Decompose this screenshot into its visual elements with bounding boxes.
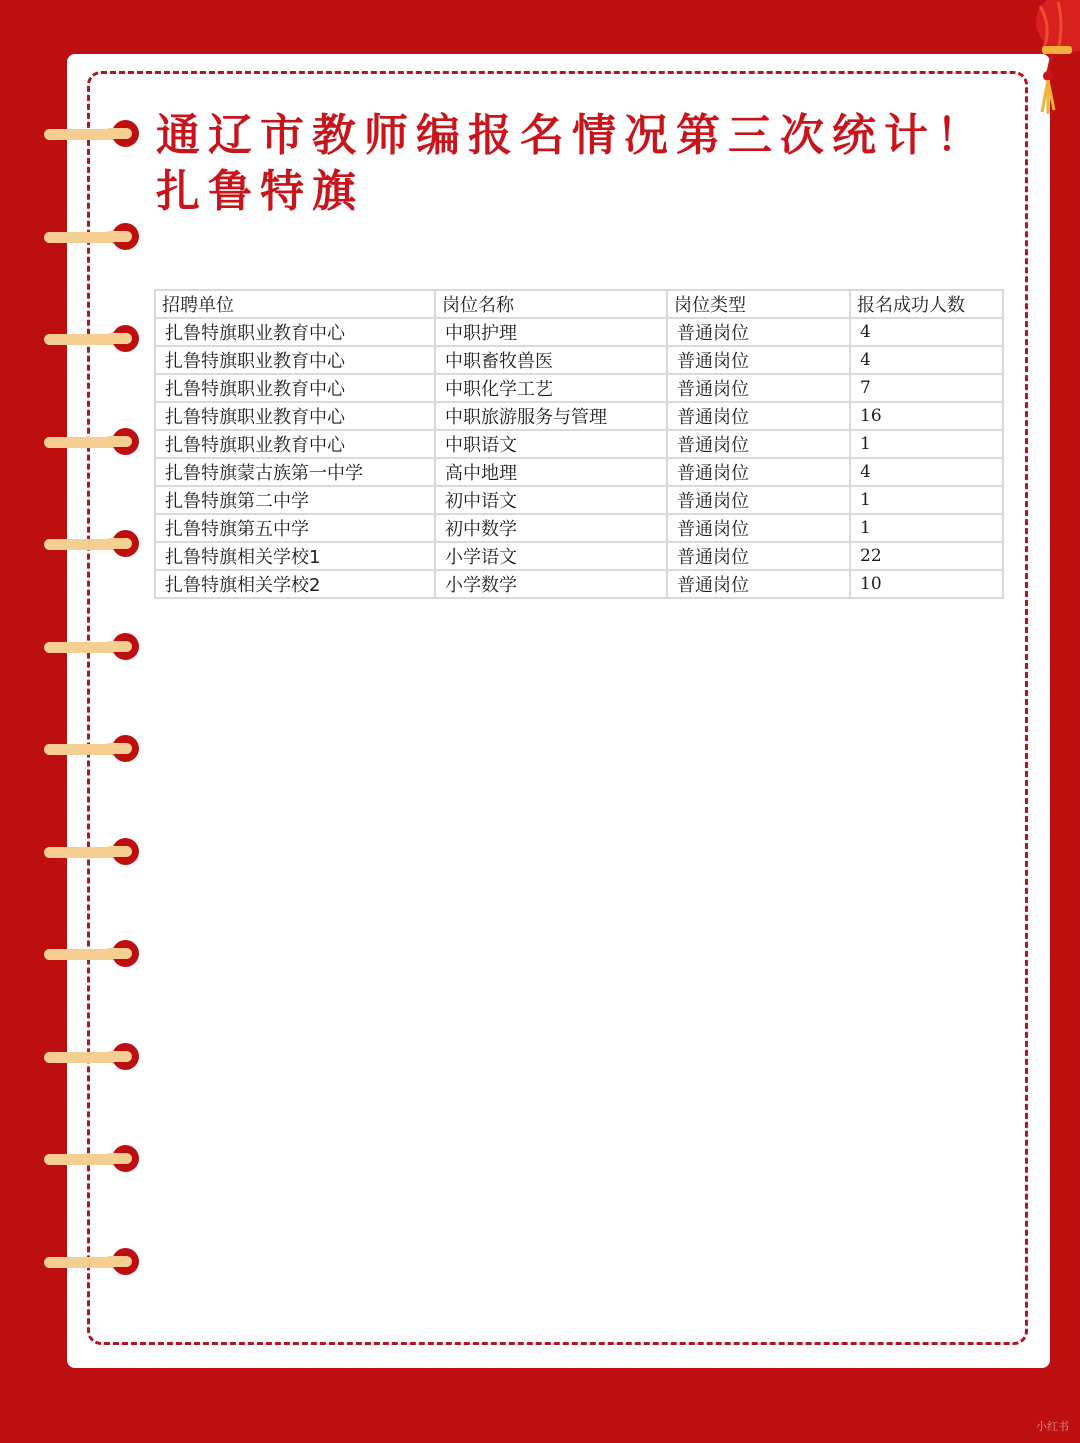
cell-type: 普通岗位 — [667, 402, 850, 430]
cell-position: 小学语文 — [435, 542, 667, 570]
binder-ring — [44, 325, 140, 355]
cell-position: 初中语文 — [435, 486, 667, 514]
cell-type: 普通岗位 — [667, 374, 850, 402]
binder-ring — [44, 838, 140, 868]
registration-table — [154, 289, 1004, 599]
cell-count: 16 — [850, 402, 1003, 430]
header-unit: 招聘单位 — [155, 290, 435, 318]
table-row — [155, 346, 1003, 374]
cell-count: 10 — [850, 570, 1003, 598]
cell-type: 普通岗位 — [667, 570, 850, 598]
cell-type: 普通岗位 — [667, 458, 850, 486]
table-row — [155, 570, 1003, 598]
cell-unit: 扎鲁特旗相关学校2 — [155, 570, 435, 598]
page-title — [156, 108, 1016, 220]
cell-count: 22 — [850, 542, 1003, 570]
binder-ring — [44, 1145, 140, 1175]
cell-position: 中职护理 — [435, 318, 667, 346]
table-row — [155, 542, 1003, 570]
binder-ring — [44, 223, 140, 253]
cell-type: 普通岗位 — [667, 486, 850, 514]
binder-ring — [44, 1043, 140, 1073]
table-body — [155, 318, 1003, 598]
cell-unit: 扎鲁特旗职业教育中心 — [155, 374, 435, 402]
binder-rings — [0, 0, 160, 1443]
binder-ring — [44, 735, 140, 765]
cell-count: 7 — [850, 374, 1003, 402]
cell-type: 普通岗位 — [667, 430, 850, 458]
cell-unit: 扎鲁特旗职业教育中心 — [155, 318, 435, 346]
cell-unit: 扎鲁特旗职业教育中心 — [155, 402, 435, 430]
notebook-page — [67, 54, 1050, 1368]
cell-type: 普通岗位 — [667, 346, 850, 374]
cell-position: 中职旅游服务与管理 — [435, 402, 667, 430]
table-row — [155, 514, 1003, 542]
binder-ring — [44, 940, 140, 970]
cell-position: 高中地理 — [435, 458, 667, 486]
cell-position: 初中数学 — [435, 514, 667, 542]
cell-type: 普通岗位 — [667, 514, 850, 542]
cell-position: 中职化学工艺 — [435, 374, 667, 402]
header-count: 报名成功人数 — [850, 290, 1003, 318]
cell-count: 4 — [850, 458, 1003, 486]
cell-unit: 扎鲁特旗职业教育中心 — [155, 346, 435, 374]
table-row — [155, 374, 1003, 402]
binder-ring — [44, 120, 140, 150]
table-row — [155, 458, 1003, 486]
binder-ring — [44, 1248, 140, 1278]
cell-position: 中职畜牧兽医 — [435, 346, 667, 374]
table-row — [155, 486, 1003, 514]
watermark: 小红书 — [1036, 1420, 1069, 1433]
cell-unit: 扎鲁特旗职业教育中心 — [155, 430, 435, 458]
cell-count: 4 — [850, 318, 1003, 346]
cell-unit: 扎鲁特旗第二中学 — [155, 486, 435, 514]
cell-position: 小学数学 — [435, 570, 667, 598]
cell-unit: 扎鲁特旗相关学校1 — [155, 542, 435, 570]
cell-type: 普通岗位 — [667, 318, 850, 346]
table-header-row — [155, 290, 1003, 318]
binder-ring — [44, 530, 140, 560]
cell-count: 1 — [850, 514, 1003, 542]
title-line-2: 扎鲁特旗 — [156, 166, 364, 217]
binder-ring — [44, 633, 140, 663]
cell-count: 1 — [850, 486, 1003, 514]
header-position: 岗位名称 — [435, 290, 667, 318]
title-line-1: 通辽市教师编报名情况第三次统计！ — [156, 110, 988, 161]
header-type: 岗位类型 — [667, 290, 850, 318]
cell-count: 1 — [850, 430, 1003, 458]
lantern-icon — [1018, 0, 1080, 120]
table-row — [155, 402, 1003, 430]
cell-unit: 扎鲁特旗第五中学 — [155, 514, 435, 542]
cell-type: 普通岗位 — [667, 542, 850, 570]
table-row — [155, 318, 1003, 346]
cell-position: 中职语文 — [435, 430, 667, 458]
cell-unit: 扎鲁特旗蒙古族第一中学 — [155, 458, 435, 486]
table-row — [155, 430, 1003, 458]
cell-count: 4 — [850, 346, 1003, 374]
binder-ring — [44, 428, 140, 458]
dashed-border — [87, 71, 1028, 1345]
